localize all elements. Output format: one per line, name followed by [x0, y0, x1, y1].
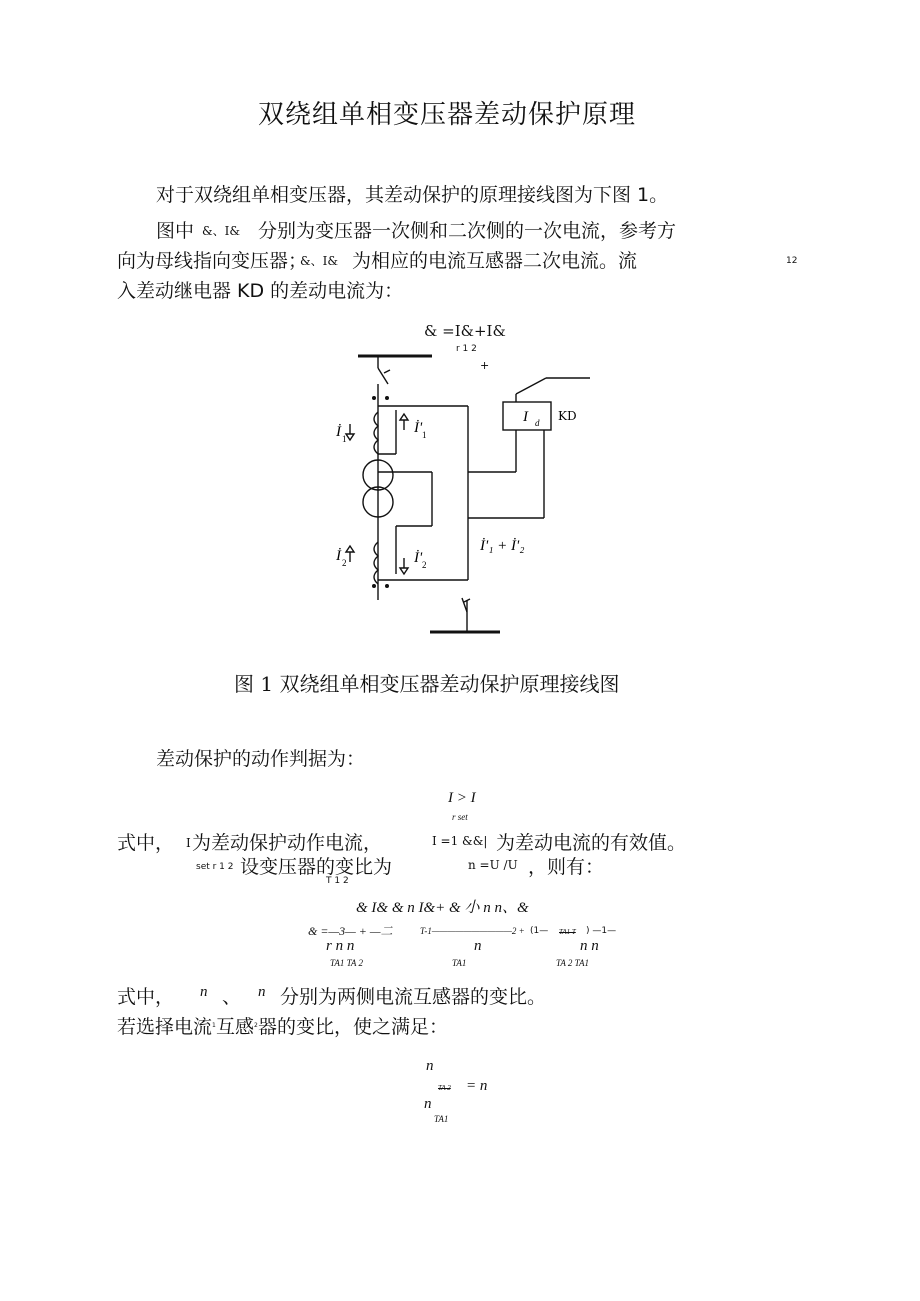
relay-label-sub: d: [535, 418, 540, 428]
criterion-paragraph: 差动保护的动作判据为：: [156, 748, 366, 770]
kd-label: KD: [558, 409, 577, 423]
page-title: 双绕组单相变压器差动保护原理: [258, 100, 637, 130]
top-breaker: [378, 368, 388, 384]
relay-contact: [516, 378, 546, 394]
i1-prime-label-sub: 1: [422, 430, 427, 440]
i2-prime-label-sub: 2: [422, 560, 427, 570]
i2-label: İ: [336, 548, 341, 564]
sum-current-label: İ'₁ + İ'₂: [480, 538, 525, 554]
relay-label: I: [523, 409, 528, 425]
figure-caption: 图 1 双绕组单相变压器差动保护原理接线图: [234, 672, 620, 696]
plus-sign: +: [480, 359, 490, 372]
i2-prime-label: İ': [414, 550, 423, 566]
wiring-diagram: [330, 350, 620, 650]
i2-label-sub: 2: [342, 558, 347, 568]
intro-paragraph: 对于双绕组单相变压器，其差动保护的原理接线图为下图 1。: [156, 184, 669, 206]
i1-label: İ: [336, 424, 341, 440]
i1-label-sub: 1: [342, 434, 347, 444]
i1-prime-label: İ': [414, 420, 423, 436]
